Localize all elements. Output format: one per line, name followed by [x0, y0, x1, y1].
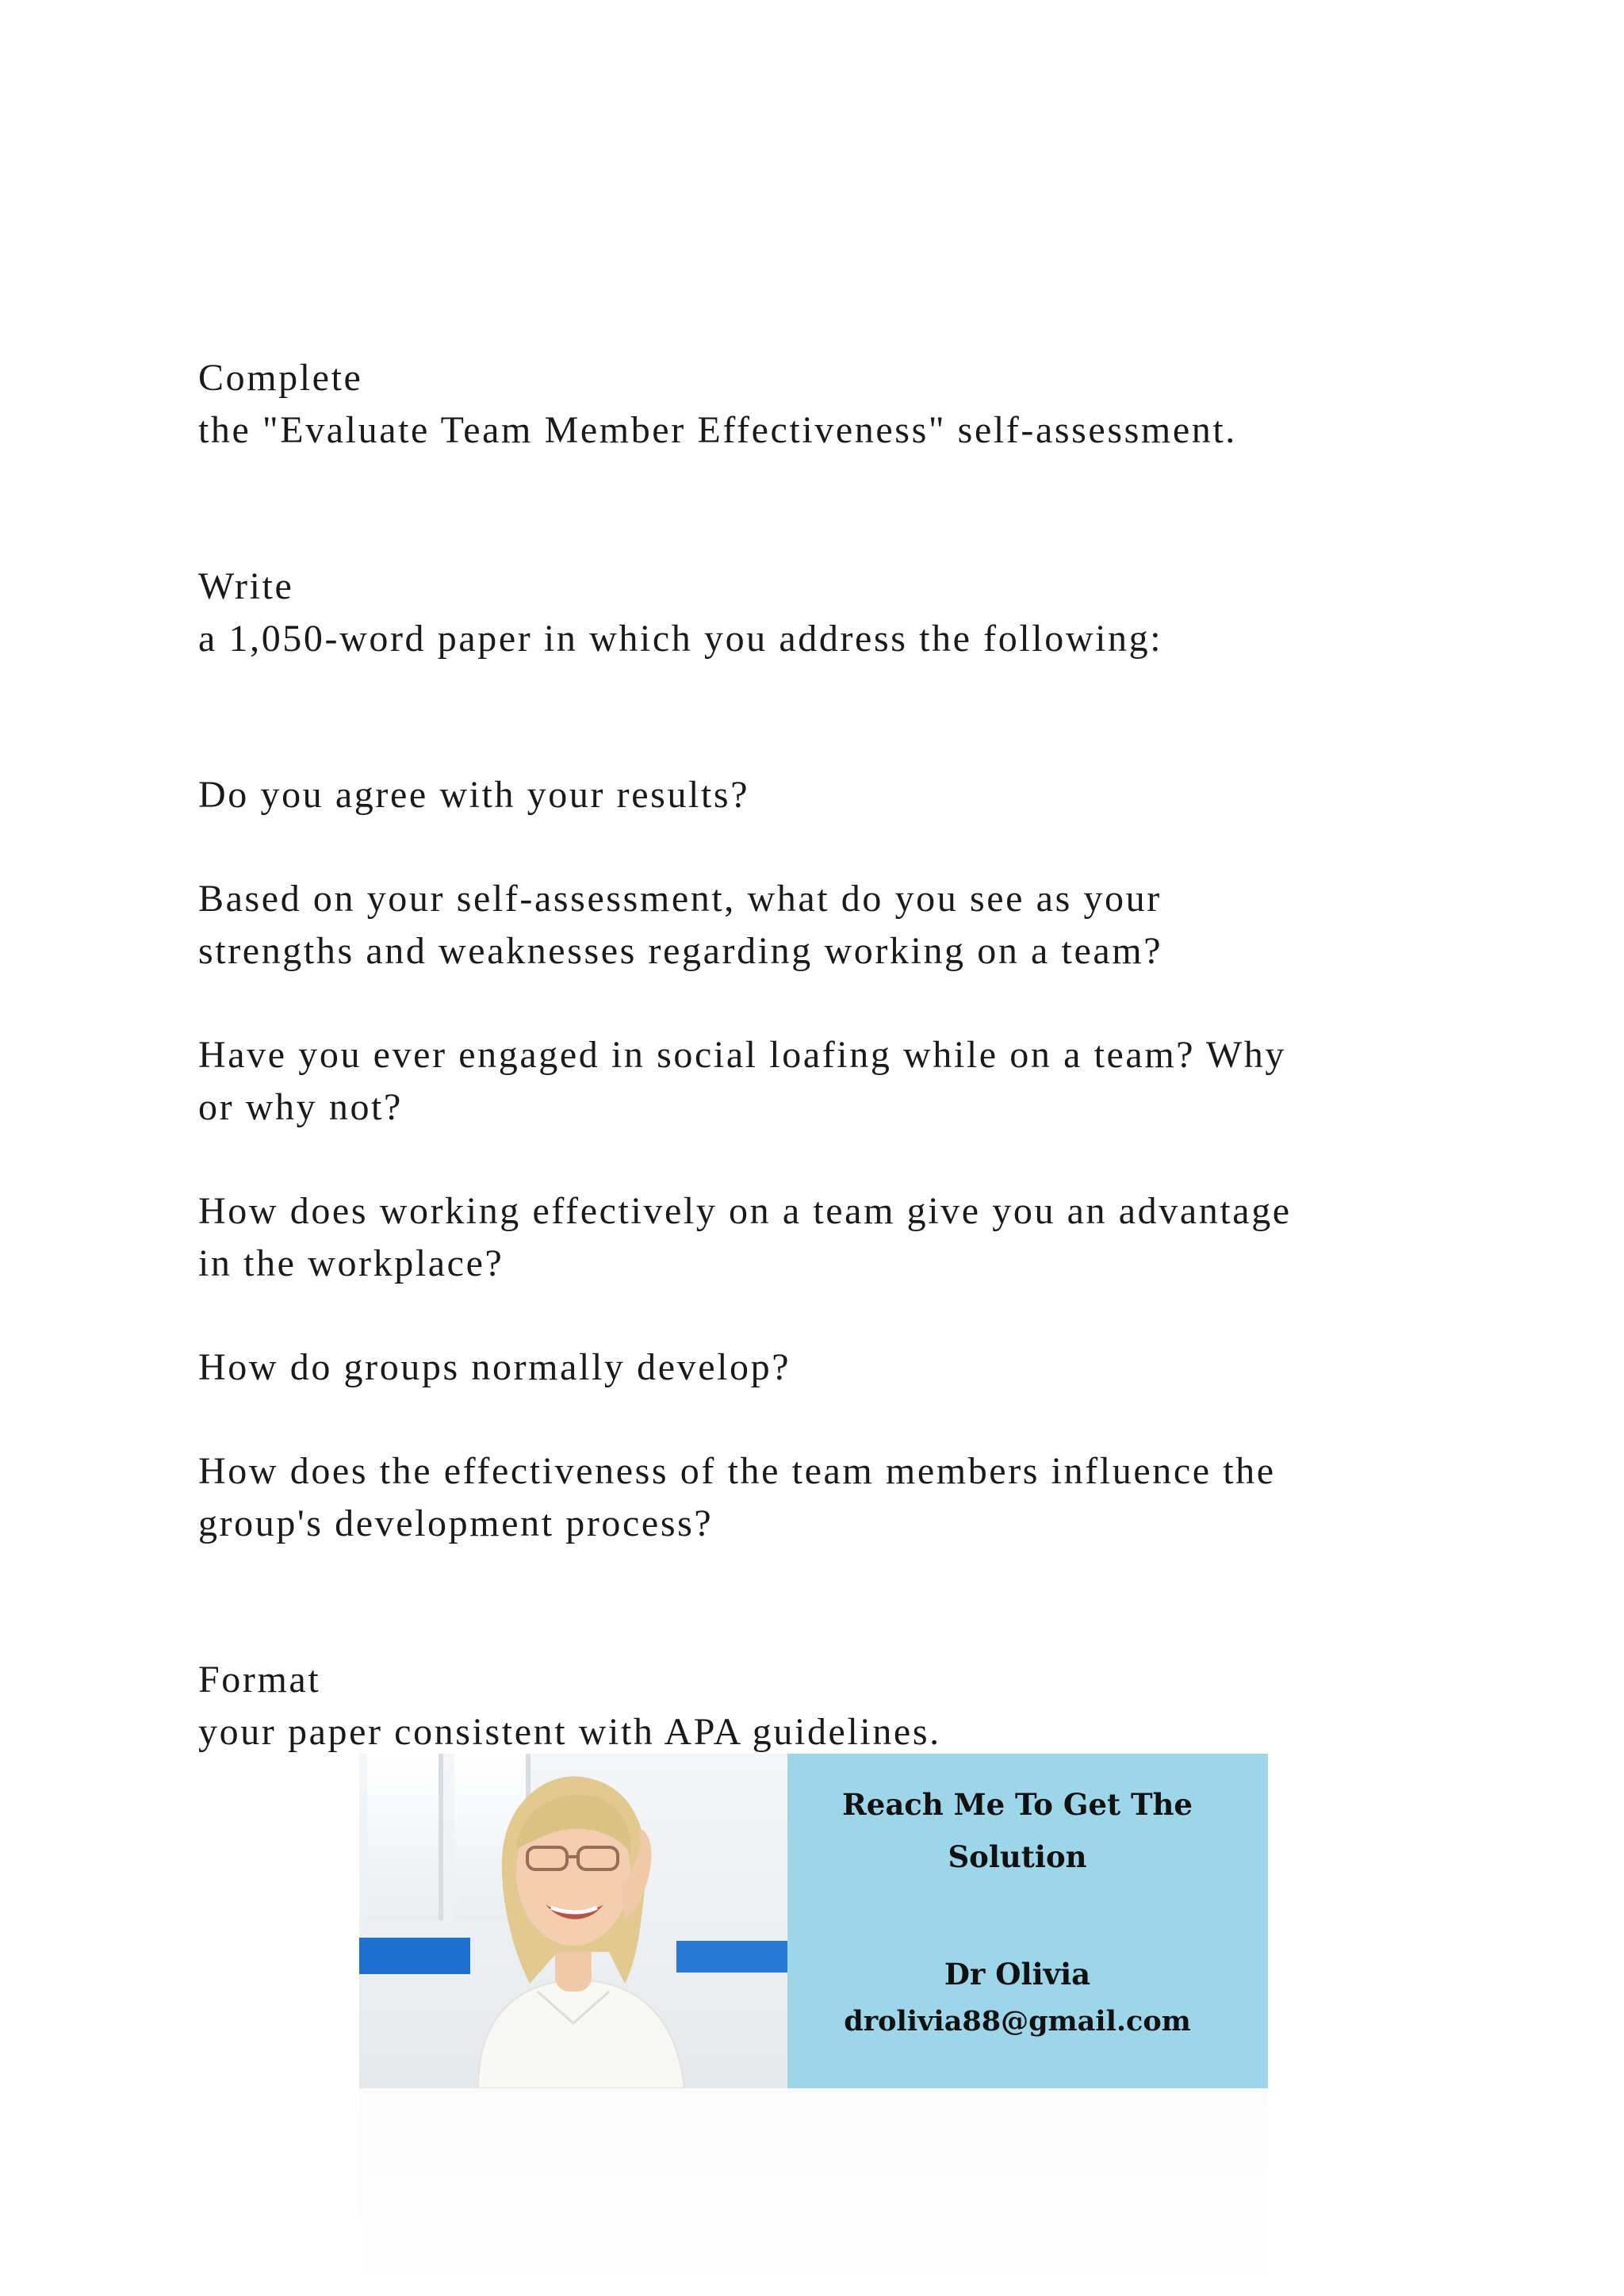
ad-heading-line: Solution	[948, 1839, 1087, 1874]
text-line: or why not?	[198, 1086, 403, 1128]
text-line: Have you ever engaged in social loafing while on a team? Why	[198, 1034, 1287, 1076]
woman-portrait-icon	[359, 1754, 787, 2088]
text-line: Format	[198, 1659, 321, 1701]
text-line: a 1,050-word paper in which you address the following:	[198, 618, 1163, 660]
ad-text-panel	[787, 1754, 1268, 2088]
text-line: How does working effectively on a team give you an advantage	[198, 1190, 1292, 1232]
ad-contact-name: Dr Olivia	[944, 1957, 1091, 1992]
contact-ad-banner	[359, 1754, 1268, 2088]
ad-photo	[359, 1754, 787, 2088]
text-line: Complete	[198, 357, 363, 399]
text-line: Do you agree with your results?	[198, 774, 750, 816]
text-line: How do groups normally develop?	[198, 1346, 791, 1388]
text-line: group's development process?	[198, 1502, 714, 1544]
text-line: Based on your self-assessment, what do you see as your	[198, 878, 1162, 920]
image-fade-region	[359, 2088, 1268, 2296]
text-line: in the workplace?	[198, 1242, 504, 1284]
text-line: How does the effectiveness of the team members influence the	[198, 1450, 1276, 1492]
ad-contact-email: drolivia88@gmail.com	[844, 2005, 1191, 2038]
text-line: Write	[198, 565, 294, 607]
text-line: your paper consistent with APA guidelines.	[198, 1711, 941, 1753]
text-line: strengths and weaknesses regarding working on a team?	[198, 930, 1163, 972]
text-line: the "Evaluate Team Member Effectiveness" self-assessment.	[198, 409, 1237, 451]
ad-heading-line: Reach Me To Get The	[842, 1787, 1193, 1822]
